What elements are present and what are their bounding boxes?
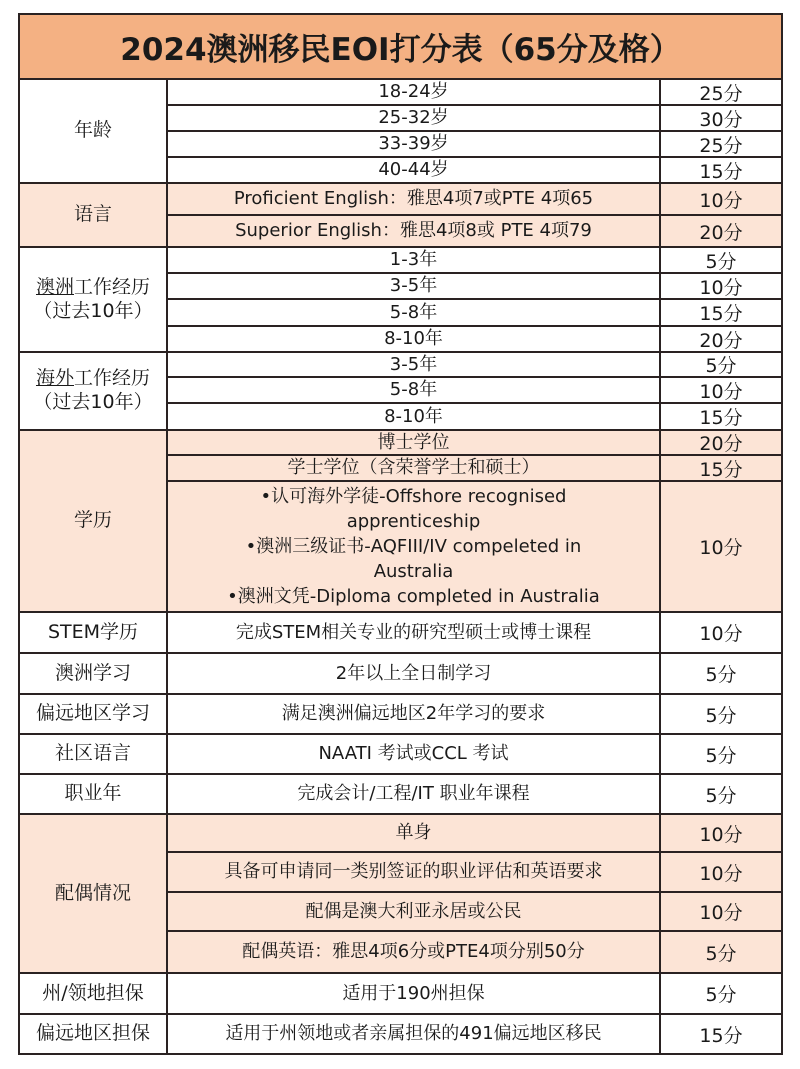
- criteria: 配偶英语：雅思4项6分或PTE4项分别50分: [168, 932, 661, 972]
- group-australian-study: [20, 654, 781, 695]
- table-row: [168, 274, 781, 300]
- points: 15分: [699, 303, 743, 325]
- table-row: [168, 482, 781, 611]
- points: 20分: [699, 221, 743, 244]
- group-professional-year: [20, 775, 781, 815]
- criteria: NAATI 考试或CCL 考试: [168, 735, 661, 773]
- criteria: 5-8年: [168, 300, 661, 325]
- table-row: [168, 735, 781, 773]
- points: 25分: [699, 82, 743, 105]
- points: 5分: [705, 784, 737, 807]
- table-row: [168, 404, 781, 429]
- table-row: [168, 80, 781, 106]
- points: 10分: [699, 823, 743, 846]
- table-row: [168, 695, 781, 733]
- table-row: [168, 853, 781, 893]
- points: 5分: [705, 355, 737, 377]
- category-label: 语言: [20, 184, 168, 246]
- category-label: 偏远地区学习: [20, 695, 168, 733]
- criteria: 适用于190州担保: [168, 974, 661, 1013]
- group-australian-work: [20, 248, 781, 353]
- table-row: [168, 216, 781, 246]
- group-regional-study: [20, 695, 781, 735]
- eoi-points-table: [18, 13, 783, 1055]
- group-overseas-work: [20, 353, 781, 431]
- criteria: 25-32岁: [168, 106, 661, 130]
- points: 5分: [705, 664, 737, 686]
- criteria: 配偶是澳大利亚永居或公民: [168, 893, 661, 930]
- points: 15分: [699, 160, 743, 183]
- table-row: [168, 106, 781, 132]
- criteria: 3-5年: [168, 274, 661, 298]
- criteria: 5-8年: [168, 378, 661, 402]
- table-title: 2024澳洲移民EOI打分表（65分及格）: [20, 15, 781, 80]
- table-row: [168, 300, 781, 327]
- points: 15分: [699, 407, 743, 429]
- criteria: Superior English：雅思4项8或 PTE 4项79: [168, 216, 661, 246]
- criteria: 适用于州领地或者亲属担保的491偏远地区移民: [168, 1015, 661, 1053]
- points: 20分: [699, 329, 743, 352]
- criteria: 完成STEM相关专业的研究型硕士或博士课程: [168, 613, 661, 652]
- category-underlined: 海外: [35, 367, 74, 390]
- category-label: 社区语言: [20, 735, 168, 773]
- group-education: [20, 431, 781, 613]
- points: 5分: [705, 744, 737, 767]
- category-label: 配偶情况: [20, 815, 168, 972]
- table-row: [168, 775, 781, 813]
- group-age: [20, 80, 781, 184]
- points: 10分: [699, 189, 743, 212]
- category-label: 偏远地区担保: [20, 1015, 168, 1053]
- points: 10分: [699, 380, 743, 403]
- criteria: 3-5年: [168, 353, 661, 376]
- table-row: [168, 974, 781, 1013]
- criteria: 18-24岁: [168, 80, 661, 104]
- points: 25分: [699, 134, 743, 157]
- criteria: 博士学位: [168, 431, 661, 454]
- group-regional-sponsorship: [20, 1015, 781, 1053]
- table-row: [168, 815, 781, 853]
- table-row: [168, 1015, 781, 1053]
- points: 5分: [705, 704, 737, 727]
- criteria: 满足澳洲偏远地区2年学习的要求: [168, 695, 661, 733]
- criteria: 学士学位（含荣誉学士和硕士）: [168, 456, 661, 480]
- category-label: 年龄: [20, 80, 168, 182]
- group-state-sponsorship: [20, 974, 781, 1015]
- table-row: [168, 184, 781, 216]
- table-row: [168, 353, 781, 378]
- table-row: [168, 613, 781, 652]
- table-row: [168, 456, 781, 482]
- criteria: 8-10年: [168, 404, 661, 429]
- criteria: 完成会计/工程/IT 职业年课程: [168, 775, 661, 813]
- category-label: 澳洲学习: [20, 654, 168, 693]
- table-row: [168, 378, 781, 404]
- criteria: Proficient English：雅思4项7或PTE 4项65: [168, 184, 661, 214]
- group-language: [20, 184, 781, 248]
- table-row: [168, 654, 781, 693]
- group-community-language: [20, 735, 781, 775]
- category-label: 海外工作经历 （过去10年）: [20, 353, 168, 429]
- category-label: STEM学历: [20, 613, 168, 652]
- group-stem: [20, 613, 781, 654]
- category-label: 职业年: [20, 775, 168, 813]
- criteria: 8-10年: [168, 327, 661, 351]
- points: 20分: [699, 433, 743, 455]
- table-row: [168, 893, 781, 932]
- points: 15分: [699, 458, 743, 481]
- points: 10分: [699, 902, 743, 924]
- points: 5分: [705, 942, 737, 965]
- points: 15分: [699, 1024, 743, 1047]
- criteria: 单身: [168, 815, 661, 851]
- points: 10分: [699, 276, 743, 299]
- points: 5分: [705, 984, 737, 1006]
- criteria: 2年以上全日制学习: [168, 654, 661, 693]
- category-label: 澳洲工作经历 （过去10年）: [20, 248, 168, 351]
- table-row: [168, 248, 781, 274]
- table-row: [168, 132, 781, 158]
- criteria-multiline: •认可海外学徒-Offshore recognised apprenticeship •澳洲三级证书-AQFIII/IV compeleted in Australia •澳洲文凭-Diploma completed in Australia: [168, 482, 661, 611]
- category-underlined: 澳洲: [35, 275, 74, 298]
- category-label: 学历: [20, 431, 168, 611]
- category-label: 州/领地担保: [20, 974, 168, 1013]
- table-row: [168, 431, 781, 456]
- criteria: 40-44岁: [168, 158, 661, 182]
- points: 5分: [705, 250, 737, 273]
- criteria: 具备可申请同一类别签证的职业评估和英语要求: [168, 853, 661, 891]
- criteria: 1-3年: [168, 248, 661, 272]
- points: 30分: [699, 108, 743, 131]
- points: 10分: [699, 862, 743, 885]
- table-row: [168, 932, 781, 972]
- points: 10分: [699, 537, 743, 559]
- table-row: [168, 158, 781, 182]
- table-row: [168, 327, 781, 351]
- criteria: 33-39岁: [168, 132, 661, 156]
- group-partner: [20, 815, 781, 974]
- points: 10分: [699, 623, 743, 645]
